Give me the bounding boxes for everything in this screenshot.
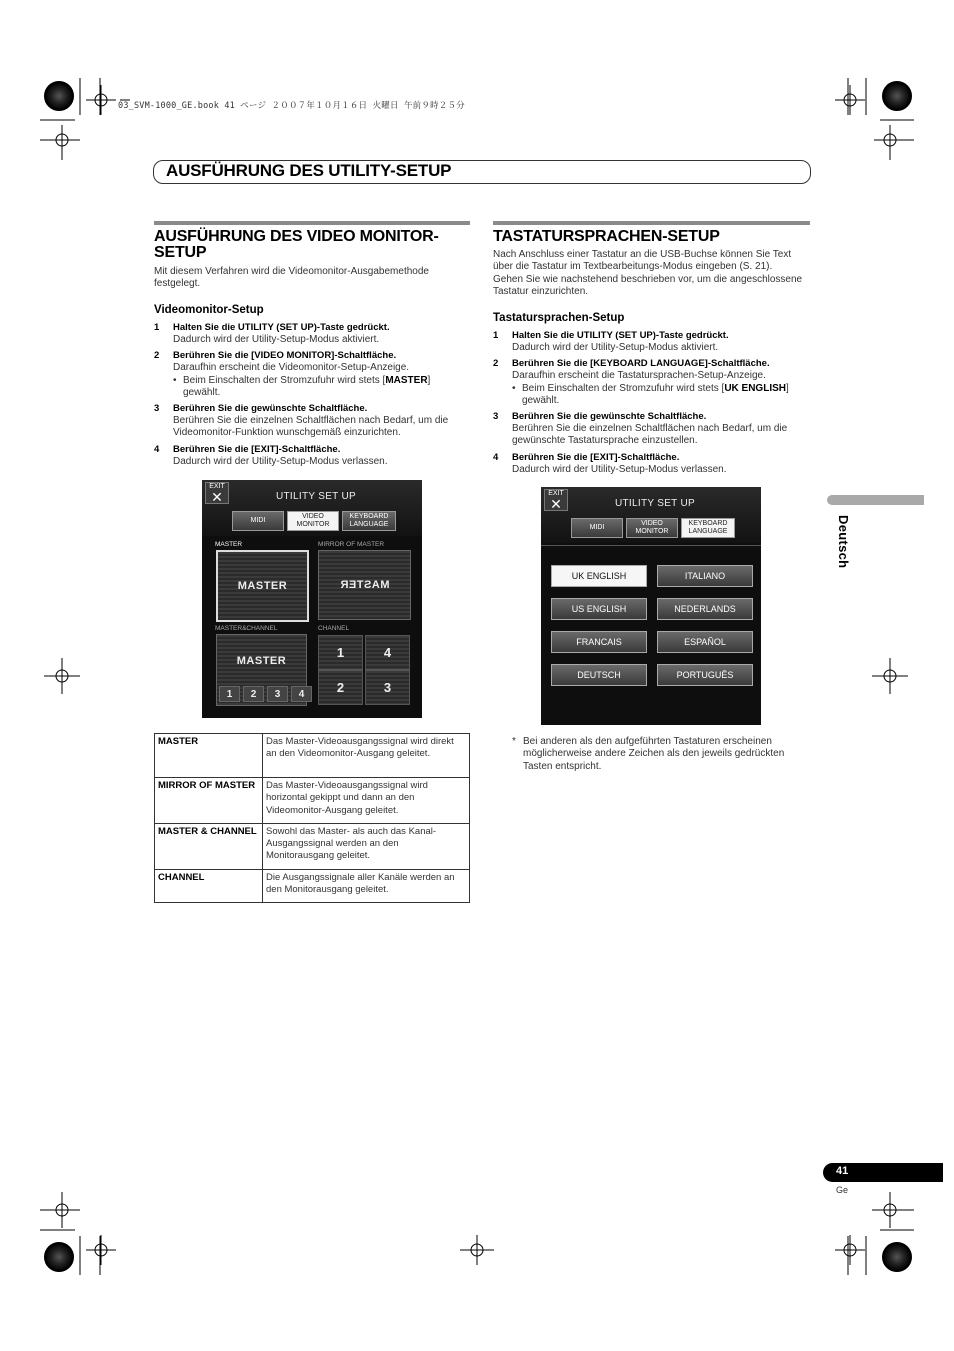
tab-video-monitor[interactable]: VIDEO MONITOR	[287, 511, 339, 531]
channel-number: 3	[267, 686, 288, 702]
mirror-of-master-button[interactable]	[318, 550, 411, 620]
channel-number: 4	[291, 686, 312, 702]
lang-portugues[interactable]: PORTUGUÊS	[657, 664, 753, 686]
step-number: 2	[154, 350, 160, 361]
table-value: Das Master-Videoausgangssignal wird horizontal gekippt und dann an den Videomonitor-Ausgang geleitet.	[263, 778, 470, 824]
table-value: Die Ausgangssignale aller Kanäle werden an den Monitorausgang geleitet.	[263, 869, 470, 903]
section-title-video-monitor: AUSFÜHRUNG DES VIDEO MONITOR-SETUP	[154, 228, 439, 261]
step-body: Berühren Sie die einzelnen Schaltflächen nach Bedarf, um die Videomonitor-Funktion wunschgemäß einzurichten.	[173, 415, 449, 439]
section-rule	[154, 221, 470, 225]
tile-label: MASTER	[339, 579, 390, 591]
step-heading: Berühren Sie die [EXIT]-Schaltfläche.	[173, 444, 341, 455]
lang-italiano[interactable]: ITALIANO	[657, 565, 753, 587]
step-number: 2	[493, 358, 499, 369]
keyboard-language-screen	[541, 487, 761, 725]
step-heading: Berühren Sie die gewünschte Schaltfläche.	[512, 411, 707, 422]
label-mirror: MIRROR OF MASTER	[318, 541, 385, 548]
table-row	[155, 823, 470, 869]
page-number: 41	[836, 1165, 849, 1177]
exit-button[interactable]	[544, 489, 568, 511]
label-channel: CHANNEL	[318, 625, 350, 632]
table-row	[155, 778, 470, 824]
step-bullet: • Beim Einschalten der Stromzufuhr wird stets [UK ENGLISH] gewählt.	[512, 383, 789, 407]
table-key: MIRROR OF MASTER	[155, 778, 263, 824]
step	[493, 452, 810, 480]
table-value: Das Master-Videoausgangssignal wird direkt an den Videomonitor-Ausgang geleitet.	[263, 734, 470, 778]
tab-keyboard-language[interactable]: KEYBOARD LANGUAGE	[681, 518, 735, 538]
master-channel-numbers	[219, 686, 312, 702]
tile-label: MASTER	[237, 580, 288, 592]
step-body: Berühren Sie die einzelnen Schaltflächen nach Bedarf, um die gewünschte Tastatursprache einzustellen.	[512, 423, 788, 447]
language-side-tab	[827, 495, 924, 505]
footnote-mark: *	[512, 736, 516, 747]
step-body: Dadurch wird der Utility-Setup-Modus verlassen.	[173, 456, 388, 467]
tab-midi[interactable]: MIDI	[571, 518, 623, 538]
step-heading: Berühren Sie die [KEYBOARD LANGUAGE]-Schaltfläche.	[512, 358, 770, 369]
step-list	[154, 322, 470, 472]
step	[154, 322, 470, 350]
step-heading: Berühren Sie die [EXIT]-Schaltfläche.	[512, 452, 680, 463]
lang-espanol[interactable]: ESPAÑOL	[657, 631, 753, 653]
channel-cell[interactable]: 2	[318, 670, 363, 705]
table-row	[155, 869, 470, 903]
step	[493, 330, 810, 358]
lang-deutsch[interactable]: DEUTSCH	[551, 664, 647, 686]
step	[154, 403, 470, 444]
section-rule	[493, 221, 810, 225]
section-intro: Nach Anschluss einer Tastatur an die USB-Buchse können Sie Text über die Tastatur im Textbearbeitungs-Modus eingeben (S. 21). Gehen Sie wie nachstehend beschrieben vor, um die angeschlossene Tastatur einzurichten.	[493, 249, 803, 297]
step-heading: Berühren Sie die gewünschte Schaltfläche.	[173, 403, 368, 414]
tile-label: MASTER	[236, 655, 287, 667]
video-monitor-screen	[202, 480, 422, 718]
section-intro: Mit diesem Verfahren wird die Videomonitor-Ausgabemethode festgelegt.	[154, 266, 429, 290]
channel-number: 2	[243, 686, 264, 702]
step-number: 1	[493, 330, 499, 341]
channel-number: 1	[219, 686, 240, 702]
step-body: Daraufhin erscheint die Tastatursprachen-Setup-Anzeige.	[512, 370, 766, 381]
close-icon: ✕	[211, 489, 223, 505]
bullet-text: ] gewählt.	[522, 383, 789, 407]
channel-cell[interactable]: 3	[365, 670, 410, 705]
lang-us-english[interactable]: US ENGLISH	[551, 598, 647, 620]
table-key: MASTER	[155, 734, 263, 778]
step-body: Daraufhin erscheint die Videomonitor-Setup-Anzeige.	[173, 362, 410, 373]
subheading: Tastatursprachen-Setup	[493, 312, 625, 324]
utility-setup-title: UTILITY SET UP	[615, 498, 695, 509]
bullet-text: Beim Einschalten der Stromzufuhr wird stets [	[183, 375, 386, 386]
utility-setup-title: UTILITY SET UP	[276, 491, 356, 502]
lang-nederlands[interactable]: NEDERLANDS	[657, 598, 753, 620]
table-row	[155, 734, 470, 778]
label-master-channel: MASTER&CHANNEL	[215, 625, 278, 632]
step-number: 3	[493, 411, 499, 422]
exit-button[interactable]	[205, 482, 229, 504]
tab-video-monitor[interactable]: VIDEO MONITOR	[626, 518, 678, 538]
page-language-code: Ge	[836, 1185, 849, 1195]
channel-cell[interactable]: 1	[318, 635, 363, 670]
step-body: Dadurch wird der Utility-Setup-Modus aktiviert.	[173, 334, 380, 345]
step-heading: Halten Sie die UTILITY (SET UP)-Taste gedrückt.	[512, 330, 729, 341]
bullet-text: ] gewählt.	[183, 375, 431, 399]
footnote: Bei anderen als den aufgeführten Tastaturen erscheinen möglicherweise andere Zeichen als den jeweils gedrückten Tasten entspricht.	[523, 736, 785, 772]
step-number: 3	[154, 403, 160, 414]
page-title: AUSFÜHRUNG DES UTILITY-SETUP	[166, 161, 452, 180]
lang-uk-english[interactable]: UK ENGLISH	[551, 565, 647, 587]
master-button[interactable]	[216, 550, 309, 622]
table-key: CHANNEL	[155, 869, 263, 903]
tab-midi[interactable]: MIDI	[232, 511, 284, 531]
exit-label: EXIT	[209, 483, 225, 490]
step-number: 1	[154, 322, 160, 333]
section-title-keyboard: TASTATURSPRACHEN-SETUP	[493, 228, 720, 245]
step-heading: Berühren Sie die [VIDEO MONITOR]-Schaltfläche.	[173, 350, 397, 361]
bullet-key: UK ENGLISH	[724, 383, 786, 394]
step-list	[493, 330, 810, 480]
step-heading: Halten Sie die UTILITY (SET UP)-Taste gedrückt.	[173, 322, 390, 333]
step-body: Dadurch wird der Utility-Setup-Modus aktiviert.	[512, 342, 719, 353]
step-number: 4	[493, 452, 499, 463]
close-icon: ✕	[550, 496, 562, 512]
step-number: 4	[154, 444, 160, 455]
bullet-text: Beim Einschalten der Stromzufuhr wird stets [	[522, 383, 725, 394]
step	[493, 411, 810, 452]
lang-francais[interactable]: FRANCAIS	[551, 631, 647, 653]
channel-cell[interactable]: 4	[365, 635, 410, 670]
step	[493, 358, 810, 411]
file-meta: 03_SVM-1000_GE.book 41 ページ ２００７年１０月１６日 火曜日 午前９時２５分	[118, 101, 465, 111]
step	[154, 444, 470, 472]
tab-keyboard-language[interactable]: KEYBOARD LANGUAGE	[342, 511, 396, 531]
table-key: MASTER & CHANNEL	[155, 823, 263, 869]
subheading: Videomonitor-Setup	[154, 304, 264, 316]
table-value: Sowohl das Master- als auch das Kanal-Ausgangssignal werden an den Monitorausgang geleitet.	[263, 823, 470, 869]
step-body: Dadurch wird der Utility-Setup-Modus verlassen.	[512, 464, 727, 475]
mode-table	[154, 733, 470, 903]
step-bullet: • Beim Einschalten der Stromzufuhr wird stets [MASTER] gewählt.	[173, 375, 431, 399]
bullet-key: MASTER	[385, 375, 428, 386]
label-master: MASTER	[215, 541, 243, 548]
exit-label: EXIT	[548, 490, 564, 497]
language-side-label: Deutsch	[836, 515, 851, 569]
step	[154, 350, 470, 403]
